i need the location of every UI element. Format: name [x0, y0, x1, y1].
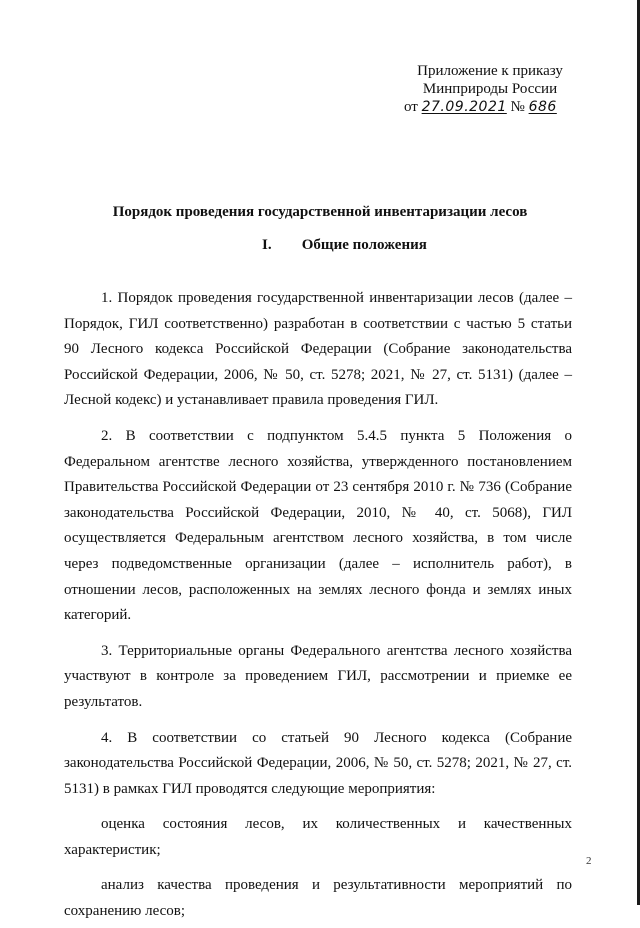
stamp-line-1: Приложение к приказу	[417, 63, 563, 79]
paragraph-4: 4. В соответствии со статьей 90 Лесного кодекса (Собрание законодательства Российской Федерации, 2006, № 50, ст. 5278; 2021, № 27, ст. 5131) в рамках ГИЛ проводятся следующие мероприятия:	[64, 729, 572, 797]
stamp-from: от	[404, 99, 418, 115]
paragraph-2: 2. В соответствии с подпунктом 5.4.5 пункта 5 Положения о Федеральном агентстве лесного хозяйства, утвержденного постановлением Правительства Российской Федерации от 23 сентября 2010 г. № 736 (Собрание законодательства Российской Федерации, 2010, № 40, ст. 5068), ГИЛ осуществляется Федеральным агентством лесного хозяйства, в том числе через подведомственные организации (далее – исполнитель работ), в отношении лесов, расположенных на землях лесного фонда и землях иных категорий.	[64, 427, 572, 624]
stamp-number: 686	[528, 99, 557, 115]
paragraph-1: 1. Порядок проведения государственной инвентаризации лесов (далее – Порядок, ГИЛ соответственно) разработан в соответствии с частью 5 статьи 90 Лесного кодекса Российской Федерации (Собрание законодательства Российской Федерации, 2006, № 50, ст. 5278; 2021, № 27, ст. 5131) (далее – Лесной кодекс) и устанавливает правила проведения ГИЛ.	[64, 290, 572, 409]
appendix-stamp	[395, 62, 585, 116]
section-title: Общие положения	[301, 237, 427, 253]
paragraph-3: 3. Территориальные органы Федерального агентства лесного хозяйства участвуют в контроле за проведением ГИЛ, рассмотрении и приемке ее результатов.	[64, 642, 572, 710]
document-body	[64, 286, 572, 928]
page-number: 2	[586, 855, 592, 867]
stamp-date: 27.09.2021	[421, 99, 507, 115]
section-number: I.	[262, 237, 272, 253]
list-item-1: оценка состояния лесов, их количественных и качественных характеристик;	[64, 816, 572, 858]
stamp-date-line	[395, 98, 585, 116]
stamp-no: №	[510, 99, 525, 115]
stamp-line-2: Минприроды России	[422, 81, 558, 97]
list-item-2: анализ качества проведения и результативности мероприятий по сохранению лесов;	[64, 877, 572, 920]
document-title: Порядок проведения государственной инвентаризации лесов	[112, 204, 528, 220]
section-heading	[262, 236, 427, 254]
